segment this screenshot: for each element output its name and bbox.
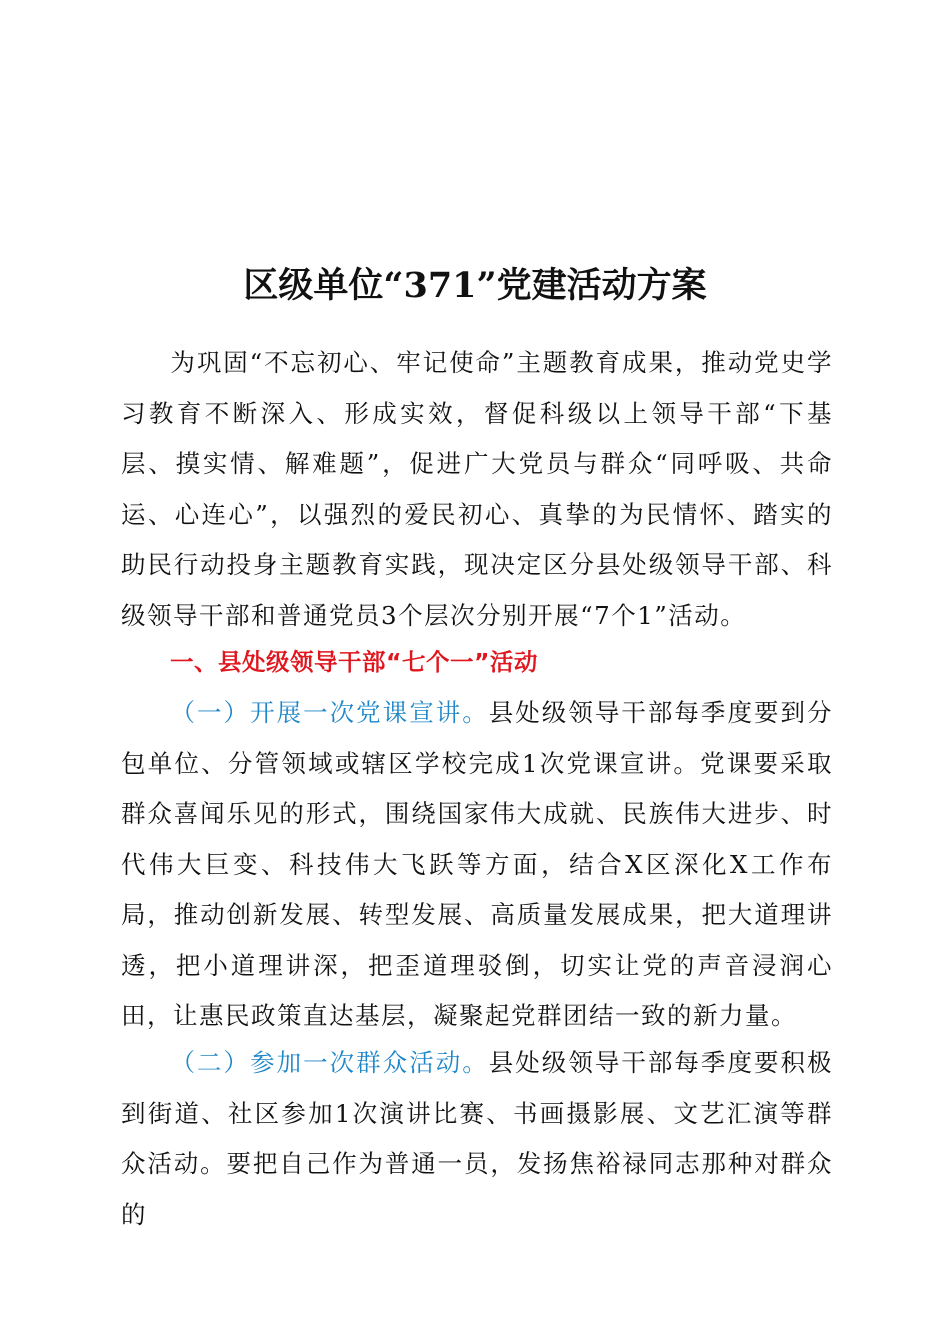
item-1-paragraph: [121, 688, 833, 1042]
item-1-text: 县处级领导干部每季度要到分包单位、分管领域或辖区学校完成1次党课宣讲。党课要采取群众喜闻乐见的形式，围绕国家伟大成就、民族伟大进步、时代伟大巨变、科技伟大飞跃等方面，结合X区深化X工作布局，推动创新发展、转型发展、高质量发展成果，把大道理讲透，把小道理讲深，把歪道理驳倒，切实让党的声音浸润心田，让惠民政策直达基层，凝聚起党群团结一致的新力量。: [121, 698, 834, 1030]
item-2-label: （二）参加一次群众活动。: [170, 1048, 489, 1077]
item-1-label: （一）开展一次党课宣讲。: [170, 698, 489, 727]
item-2-text: 县处级领导干部每季度要积极到街道、社区参加1次演讲比赛、书画摄影展、文艺汇演等群众活动。要把自己作为普通一员，发扬焦裕禄同志那种对群众的: [121, 1048, 834, 1229]
item-2-paragraph: [121, 1038, 833, 1240]
document-title: 区级单位“371”党建活动方案: [243, 265, 707, 306]
section-1-heading: 一、县处级领导干部“七个一”活动: [170, 648, 538, 676]
intro-text: 为巩固“不忘初心、牢记使命”主题教育成果，推动党史学习教育不断深入、形成实效，督促科级以上领导干部“下基层、摸实情、解难题”，促进广大党员与群众“同呼吸、共命运、心连心”，以强烈的爱民初心、真挚的为民情怀、踏实的助民行动投身主题教育实践，现决定区分县处级领导干部、科级领导干部和普通党员3个层次分别开展“7个1”活动。: [121, 348, 833, 630]
intro-paragraph: [121, 338, 833, 641]
